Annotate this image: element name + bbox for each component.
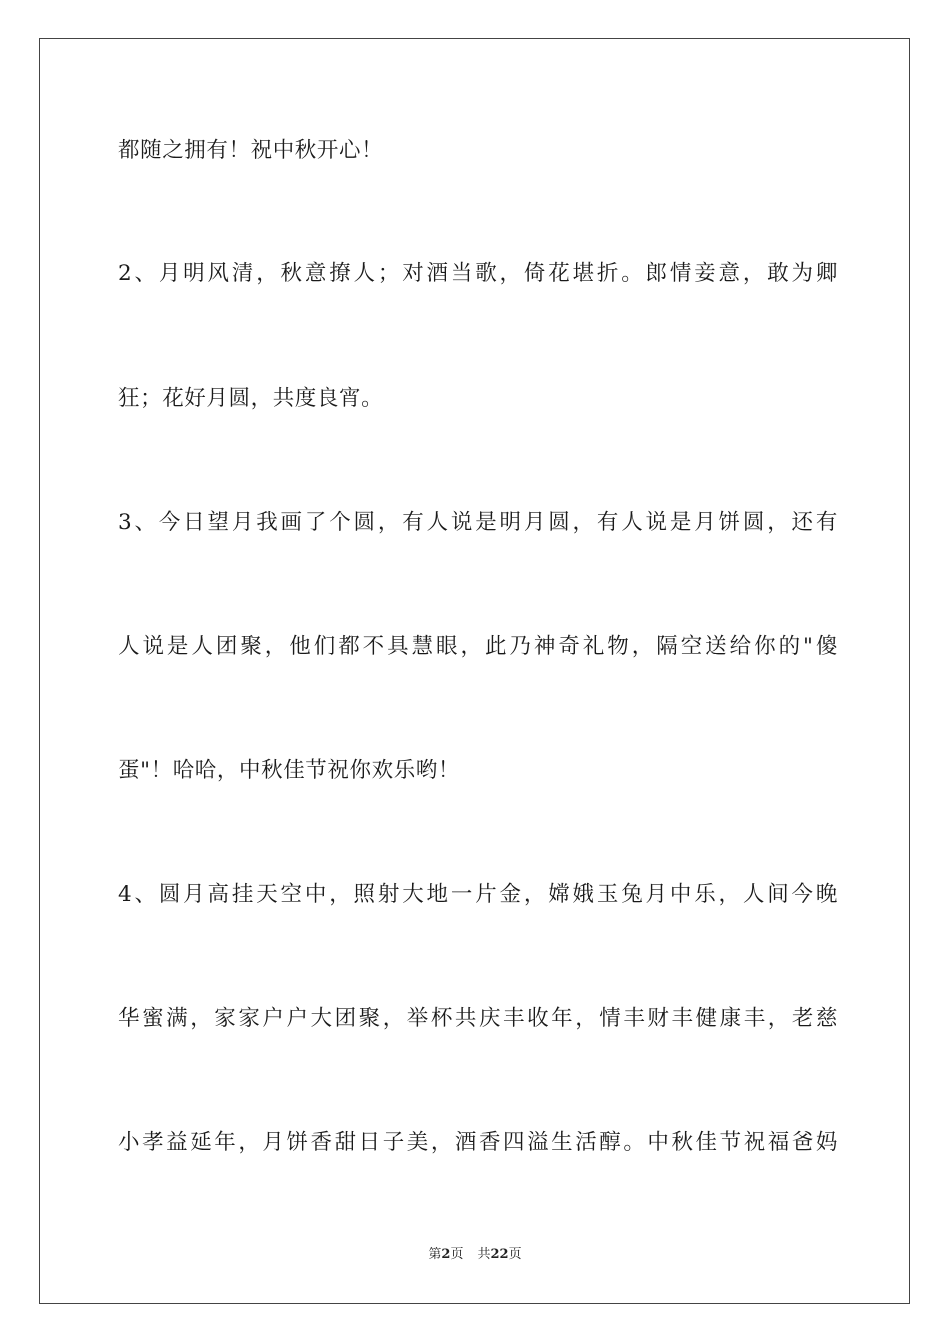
page-prefix: 第 <box>428 1247 442 1262</box>
text-line-5: 人说是人团聚，他们都不具慧眼，此乃神奇礼物，隔空送给你的"傻 <box>118 634 838 659</box>
page-number: 2 <box>441 1247 451 1262</box>
total-suffix: 页 <box>508 1247 522 1262</box>
text-line-9: 小孝益延年，月饼香甜日子美，酒香四溢生活醇。中秋佳节祝福爸妈 <box>118 1130 838 1155</box>
page-border <box>39 38 910 1304</box>
text-line-8: 华蜜满，家家户户大团聚，举杯共庆丰收年，情丰财丰健康丰，老慈 <box>118 1006 838 1031</box>
text-line-2: 2、月明风清，秋意撩人；对酒当歌，倚花堪折。郎情妾意，敢为卿 <box>118 261 838 286</box>
text-line-7: 4、圆月高挂天空中，照射大地一片金，嫦娥玉兔月中乐，人间今晚 <box>118 882 838 907</box>
page-footer <box>0 1246 950 1264</box>
page-suffix: 页 <box>450 1247 464 1262</box>
text-line-1: 都随之拥有！祝中秋开心！ <box>118 138 384 163</box>
text-line-6: 蛋"！哈哈，中秋佳节祝你欢乐哟！ <box>118 758 460 783</box>
total-prefix: 共 <box>477 1247 491 1262</box>
text-line-4: 3、今日望月我画了个圆，有人说是明月圆，有人说是月饼圆，还有 <box>118 510 838 535</box>
total-pages: 22 <box>490 1247 509 1262</box>
text-line-3: 狂；花好月圆，共度良宵。 <box>118 386 384 411</box>
